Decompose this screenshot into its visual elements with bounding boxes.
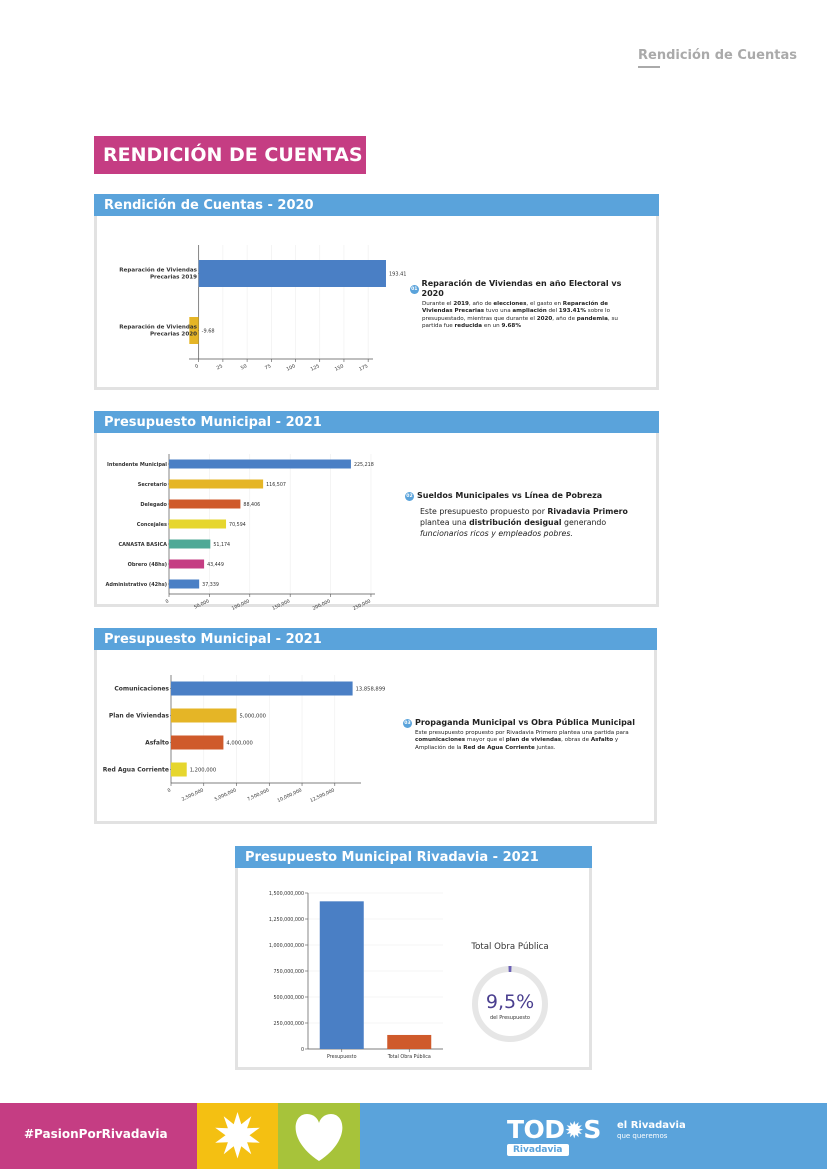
note-text-segment: elecciones (493, 301, 526, 307)
footer-block-yellow (197, 1103, 278, 1169)
note-text-segment: 2020 (537, 316, 553, 322)
note-01 (410, 279, 635, 331)
category-label: Asfalto (145, 740, 169, 747)
category-label: Intendente Municipal (107, 462, 167, 468)
data-label: 4,000,000 (226, 741, 252, 747)
brand-logo-right: S (583, 1115, 601, 1144)
category-label: Delegado (140, 502, 167, 508)
header-underline (638, 66, 660, 68)
bar (320, 901, 364, 1049)
gauge-title: Total Obra Pública (446, 942, 574, 952)
panel-presupuesto-sueldos (94, 411, 659, 607)
brand-sub: Rivadavia (507, 1144, 569, 1156)
panel-title: Presupuesto Municipal - 2021 (94, 411, 659, 433)
panel-presupuesto-propaganda (94, 628, 657, 824)
brand-slogan (617, 1121, 686, 1141)
x-tick-label: 150 (334, 363, 345, 372)
brand-sun-icon: ✹ (565, 1118, 584, 1144)
note-text-segment: en un (482, 323, 501, 329)
gauge-sublabel: del Presupuesto (490, 1015, 530, 1021)
data-label: 193.41 (389, 272, 407, 278)
bar (171, 763, 187, 777)
data-label: 51,174 (213, 542, 230, 548)
note-text-segment: Durante el (422, 301, 453, 307)
x-tick-label: 250,000 (352, 598, 372, 611)
note-text-segment: 193.41% (559, 308, 586, 314)
x-tick-label: 0 (165, 598, 170, 605)
gauge-obra-publica (465, 959, 555, 1049)
data-label: 70,594 (229, 522, 246, 528)
y-tick-label: 250,000,000 (273, 1021, 304, 1027)
note-text-segment: Este presupuesto propuesto por (420, 507, 547, 516)
x-tick-label: 50,000 (193, 598, 210, 610)
note-body (410, 301, 635, 331)
note-number-badge: 01 (410, 285, 419, 294)
note-text-segment: plan de viviendas (506, 737, 561, 743)
bar (169, 500, 240, 509)
category-label: Precarias 2020 (150, 332, 197, 338)
page-title: RENDICIÓN DE CUENTAS (94, 136, 366, 174)
bar (169, 560, 204, 569)
data-label: 43,449 (207, 562, 224, 568)
bar (169, 460, 351, 469)
y-tick-label: 0 (301, 1047, 304, 1053)
note-text-segment: Asfalto (591, 737, 613, 743)
chart-propaganda-obra-publica (97, 653, 397, 823)
note-text-segment: 2019 (453, 301, 469, 307)
note-text-segment: , año de (469, 301, 494, 307)
note-text-segment: Rivadavia Primero (547, 507, 627, 516)
x-tick-label: 12,500,000 (309, 787, 335, 804)
data-label: -9.68 (202, 329, 215, 335)
x-tick-label: 25 (216, 363, 224, 371)
category-label: Red Agua Corriente (103, 767, 169, 774)
x-tick-label: 100,000 (231, 598, 251, 611)
panel-title: Rendición de Cuentas - 2020 (94, 194, 659, 216)
note-body (405, 506, 640, 539)
footer-block-green (278, 1103, 360, 1169)
bar (169, 480, 263, 489)
bar (171, 709, 237, 723)
note-title: Reparación de Viviendas en año Electoral vs 2020 (422, 279, 635, 299)
note-text-segment: , año de (552, 316, 577, 322)
footer-block-magenta (0, 1103, 197, 1169)
x-tick-label: 10,000,000 (276, 787, 302, 804)
note-text-segment: distribución desigual (469, 518, 561, 527)
note-text-segment: tuvo una (484, 308, 512, 314)
note-text-segment: reducida (455, 323, 483, 329)
bar (199, 260, 386, 287)
category-label: CANASTA BASICA (118, 542, 167, 548)
data-label: 116,507 (266, 482, 286, 488)
y-tick-label: 750,000,000 (273, 969, 304, 975)
category-label: Presupuesto (327, 1054, 357, 1060)
sun-icon (197, 1103, 278, 1169)
category-label: Precarias 2019 (150, 275, 197, 281)
category-label: Comunicaciones (114, 686, 169, 693)
note-text-segment: Este presupuesto propuesto por Rivadavia Primero plantea una partida para (415, 730, 629, 736)
category-label: Obrero (48hs) (128, 562, 167, 568)
slogan-line-2: que queremos (617, 1131, 686, 1141)
data-label: 225,218 (354, 462, 374, 468)
x-tick-label: 200,000 (312, 598, 332, 611)
note-number-badge: 03 (403, 719, 412, 728)
note-text-segment: del (547, 308, 559, 314)
note-body (403, 730, 638, 752)
note-text-segment: generando (562, 518, 607, 527)
x-tick-label: 100 (286, 363, 297, 372)
chart-presupuesto-vs-obra-publica (238, 871, 448, 1071)
panel-title: Presupuesto Municipal - 2021 (94, 628, 657, 650)
category-label: Administrativo (42hs) (106, 582, 167, 588)
slogan-line-1: el Rivadavia (617, 1121, 686, 1131)
note-text-segment: sobre lo presupuestado, mientras que durante el (422, 308, 610, 321)
data-label: 1,200,000 (190, 768, 216, 774)
note-text-segment: plantea una (420, 518, 469, 527)
note-text-segment: Red de Agua Corriente (463, 745, 534, 751)
data-label: 5,000,000 (240, 714, 266, 720)
bar (171, 682, 353, 696)
x-tick-label: 0 (194, 363, 199, 370)
x-tick-label: 150,000 (271, 598, 291, 611)
panel-rendicion-2020 (94, 194, 659, 390)
bar (189, 317, 198, 344)
note-text-segment: y Ampliación de la (415, 737, 618, 750)
note-number-badge: 02 (405, 492, 414, 501)
bar (169, 580, 199, 589)
x-tick-label: 5,000,000 (214, 787, 238, 802)
x-tick-label: 2,500,000 (181, 787, 205, 802)
note-text-segment: ampliación (512, 308, 546, 314)
bar (387, 1035, 431, 1049)
note-text-segment: juntas. (535, 745, 556, 751)
x-tick-label: 7,500,000 (246, 787, 270, 802)
chart-rendicion-2020 (97, 219, 387, 389)
note-text-segment: funcionarios ricos y empleados pobres. (420, 529, 573, 538)
note-title: Sueldos Municipales vs Línea de Pobreza (417, 491, 602, 501)
category-label: Plan de Viviendas (109, 713, 170, 720)
chart-sueldos-municipales (97, 436, 397, 606)
category-label: Concejales (137, 522, 167, 528)
data-label: 13,858,899 (356, 687, 386, 693)
note-text-segment: Reparación de Viviendas Precarias (422, 301, 608, 314)
x-tick-label: 175 (358, 363, 369, 372)
data-label: 37,339 (202, 582, 219, 588)
note-02 (405, 491, 640, 539)
footer-banner (0, 1103, 827, 1169)
note-text-segment: , obras de (561, 737, 591, 743)
note-title: Propaganda Municipal vs Obra Pública Municipal (415, 718, 635, 728)
header-label: Rendición de Cuentas (638, 48, 797, 63)
y-tick-label: 1,500,000,000 (269, 891, 304, 897)
bar (171, 736, 223, 750)
y-tick-label: 1,250,000,000 (269, 917, 304, 923)
note-text-segment: 9.68% (502, 323, 521, 329)
category-label: Secretario (138, 482, 168, 488)
gauge-value: 9,5% (486, 991, 534, 1013)
data-label: 88,406 (243, 502, 260, 508)
x-tick-label: 50 (240, 363, 248, 371)
panel-title: Presupuesto Municipal Rivadavia - 2021 (235, 846, 592, 868)
note-text-segment: , su partida fue (422, 316, 618, 329)
note-text-segment: pandemia (577, 316, 608, 322)
footer-hashtag: #PasionPorRivadavia (24, 1127, 168, 1141)
category-label: Reparación de Viviendas (119, 324, 197, 331)
note-text-segment: comunicaciones (415, 737, 465, 743)
x-tick-label: 0 (167, 787, 172, 794)
note-text-segment: mayor que el (465, 737, 506, 743)
bar (169, 520, 226, 529)
y-tick-label: 1,000,000,000 (269, 943, 304, 949)
brand-logo-left: TOD (507, 1115, 565, 1144)
x-tick-label: 125 (310, 363, 321, 372)
category-label: Reparación de Viviendas (119, 267, 197, 274)
heart-icon (278, 1103, 360, 1169)
x-tick-label: 75 (264, 363, 272, 371)
y-tick-label: 500,000,000 (273, 995, 304, 1001)
note-text-segment: , el gasto en (526, 301, 562, 307)
category-label: Total Obra Pública (387, 1053, 431, 1060)
note-03 (403, 718, 638, 752)
bar (169, 540, 210, 549)
brand-logo (507, 1115, 601, 1144)
